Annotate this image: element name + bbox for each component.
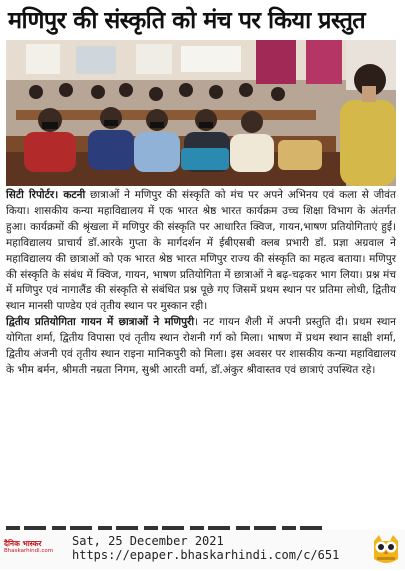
- paragraph-2-text: । नट गायन शैली में अपनी प्रस्तुति दी। प्रथम स्थान योगिता शर्मा, द्वितीय विपासा एवं तृतीय स्थान रोशनी गर्ग को मिला। भाषण में प्रथम स्थान साक्षी शर्मा, द्वितीय अंजनी एवं तृतीय स्थान राइना मानिकपुरी को मिला। इस अवसर पर शासकीय कन्या महाविद्यालय के भीम बर्मन, श्रीमती नम्रता निगम, सुश्री आरती वर्मा, डॉ.अंकुर श्रीवास्तव एवं छात्राएं उपस्थित रहे।: [6, 316, 396, 376]
- edition-date: Sat, 25 December 2021: [72, 534, 224, 548]
- subhead: द्वितीय प्रतियोगिता गायन में छात्राओं ने मणिपुरी: [6, 316, 195, 329]
- logo-line-2: Bhaskarhindi.com: [4, 548, 54, 554]
- owl-icon: [370, 533, 402, 567]
- footer: [0, 530, 405, 569]
- article-photo: [6, 40, 396, 186]
- headline: मणिपुर की संस्कृति को मंच पर किया प्रस्तुत: [8, 6, 366, 34]
- logo-line-1: दैनिक भास्कर: [4, 539, 42, 548]
- epaper-url[interactable]: https://epaper.bhaskarhindi.com/c/651: [72, 548, 340, 562]
- article-body: [6, 188, 396, 379]
- dateline: सिटी रिपोर्टर। कटनी: [6, 189, 86, 201]
- brand-logo: [4, 539, 56, 565]
- paragraph-1-text: छात्राओं ने मणिपुर की संस्कृति को मंच पर अपने अभिनय एवं कला से जीवंत किया। शासकीय कन्या महाविद्यालय में एक भारत श्रेष्ठ भारत कार्यक्रम उच्च शिक्षा विभाग के अंतर्गत हुआ। कार्यक्रमों की श्रृंखला में मणिपुर की संस्कृति पर आधारित क्विज, गायन,भाषण प्रतियोगिताएं हुईं। महाविद्यालय प्राचार्य डॉ.आरके गुप्ता के मार्गदर्शन में ईबीएसबी क्लब प्रभारी डॉ. प्रज्ञा अग्रवाल ने महाविद्यालय की छात्राओं को एक भारत श्रेष्ठ भारत मणिपुर राज्य की संस्कृति का महत्व बताया। मणिपुर की संस्कृति के संबंध में क्विज, गायन, भाषण प्रतियोगिता में छात्राओं ने बढ़-चढ़कर भाग लिया। प्रश्न मंच में मणिपुर एवं नागालैंड की संस्कृति से संबंधित प्रश्न पूछे गए जिसमें प्रथम स्थान पर प्रतिमा लोधी, द्वितीय स्थान मानसी पाण्डेय एवं तृतीय स्थान पर मुस्कान रही।: [6, 189, 396, 313]
- cut-off-headline: [6, 520, 326, 530]
- paragraph-1: [6, 188, 396, 315]
- paragraph-2: [6, 315, 396, 379]
